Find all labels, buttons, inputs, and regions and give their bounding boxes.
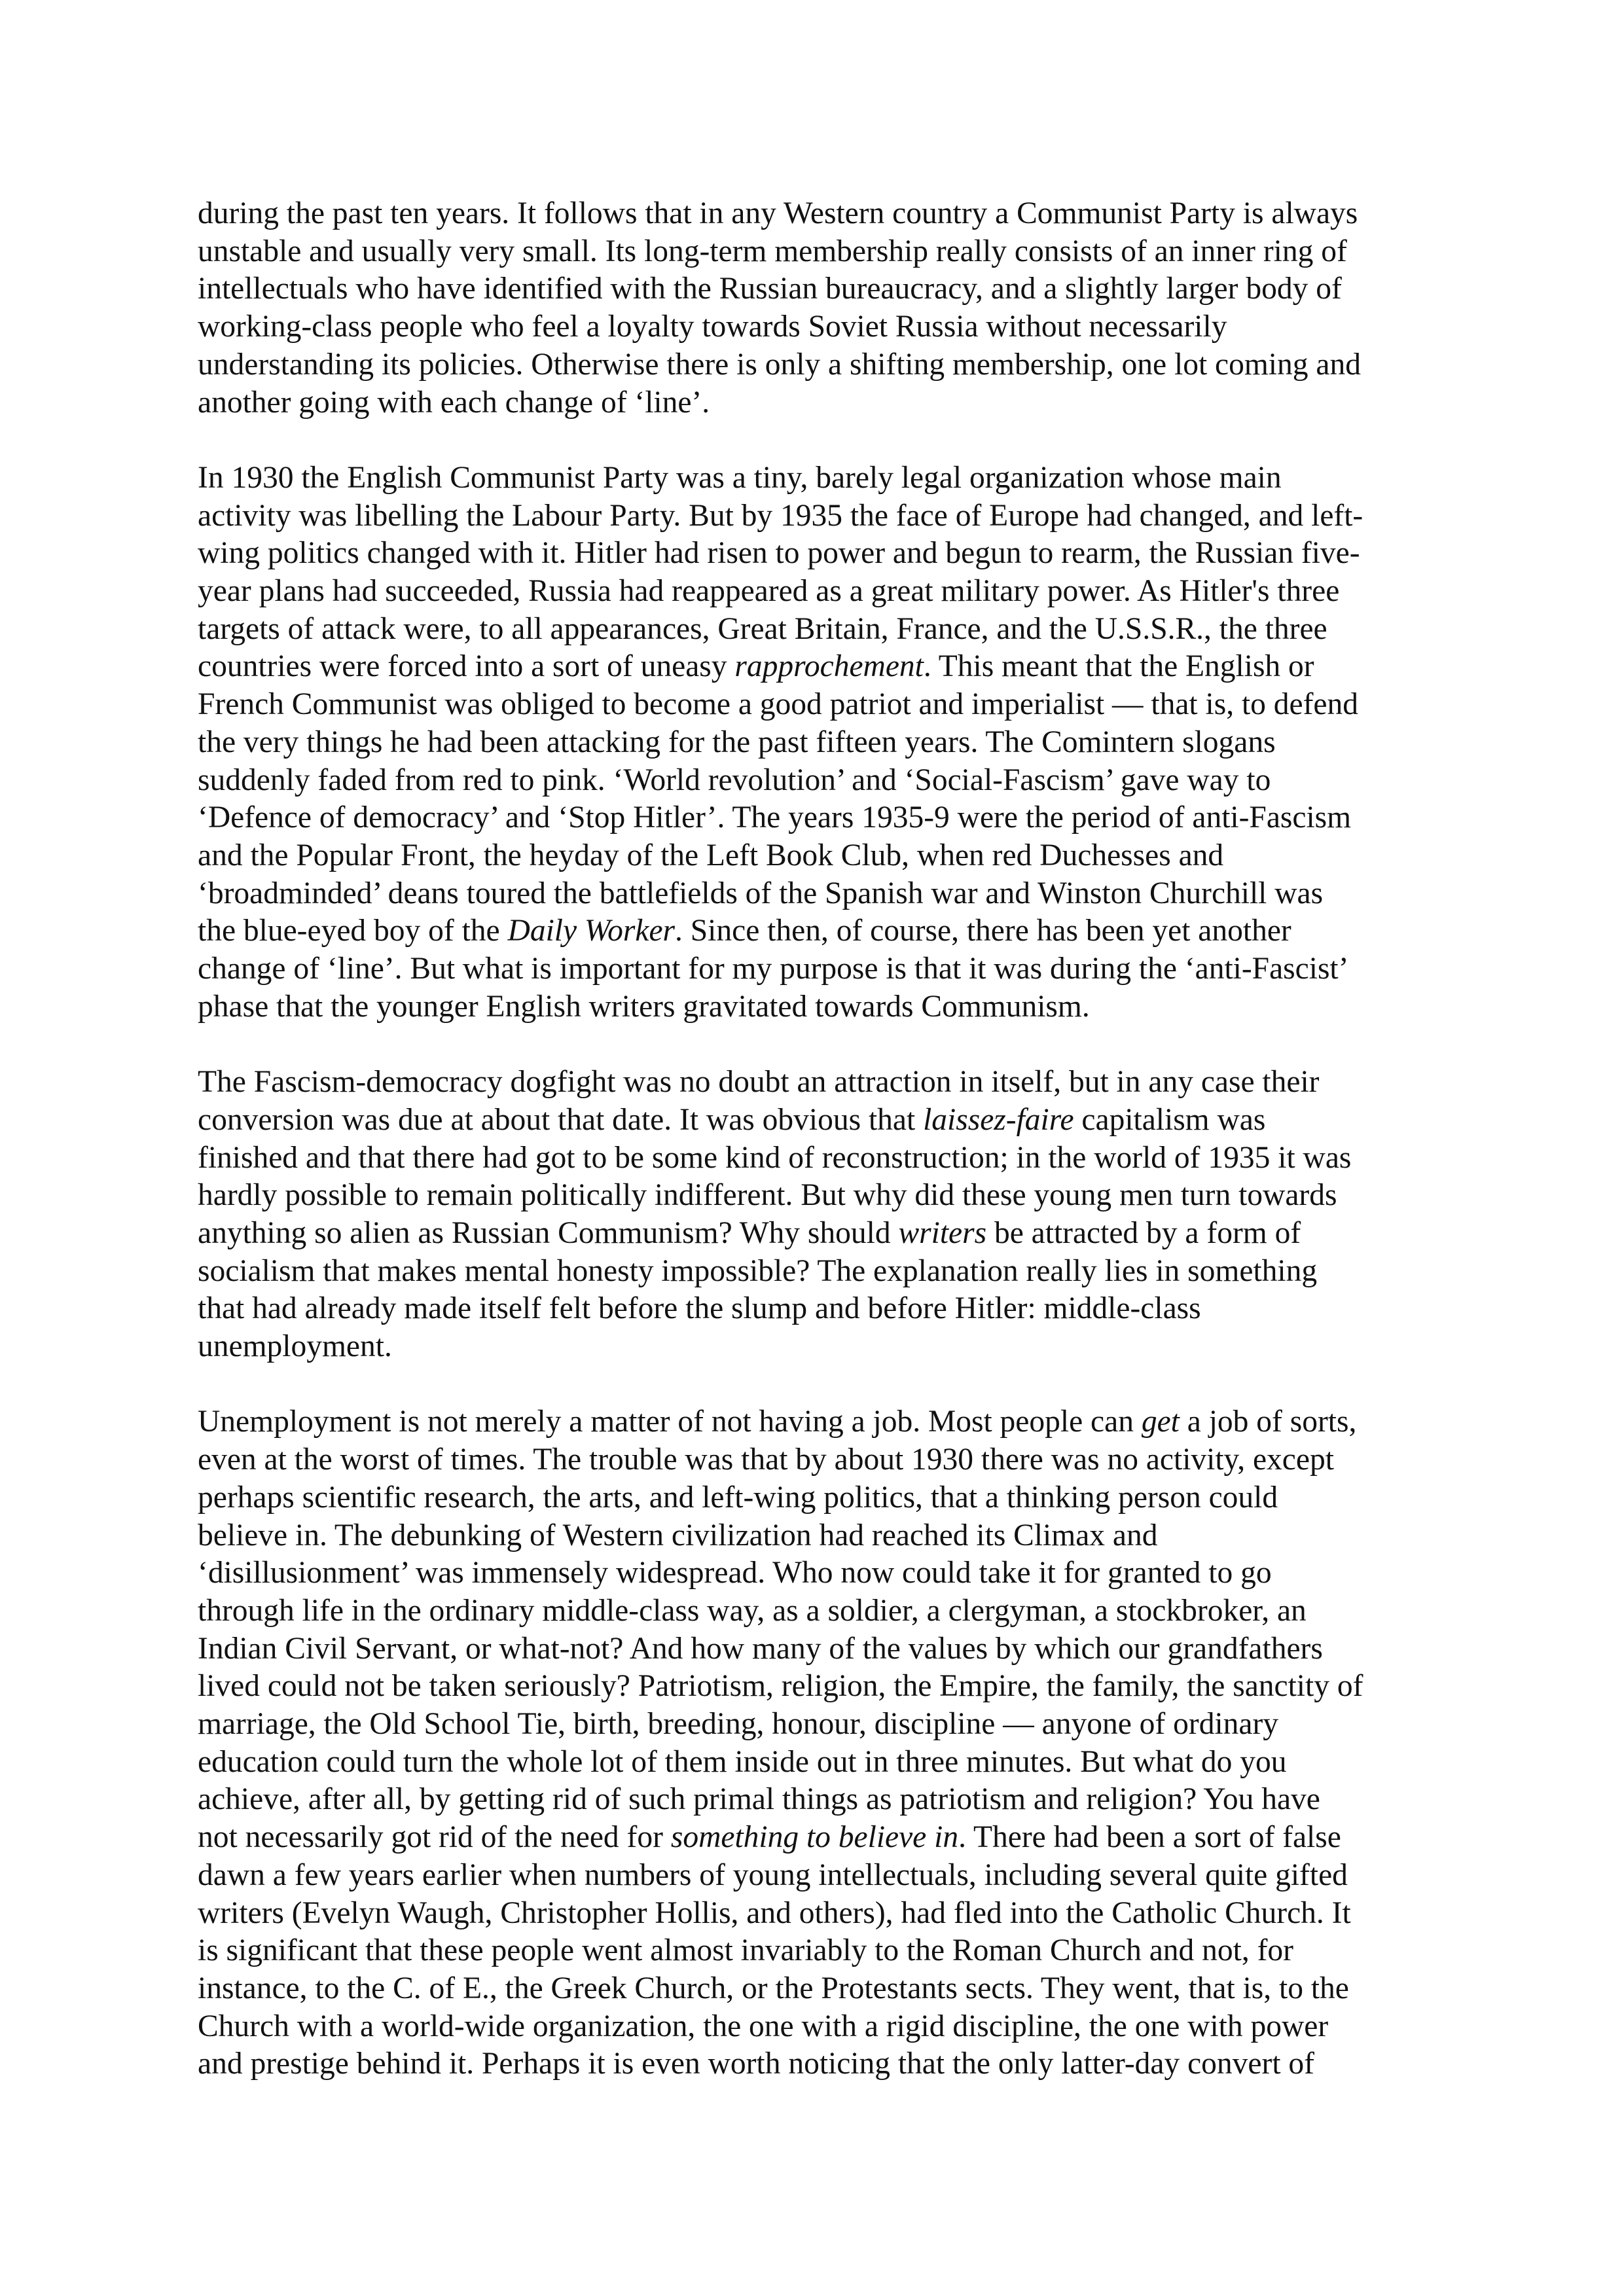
text-segment: is significant that these people went almost invariably to the Roman Church and not, for [198,1933,1294,1968]
text-line [198,459,1454,497]
text-segment: not necessarily got rid of the need for [198,1820,671,1855]
text-segment: targets of attack were, to all appearances, Great Britain, France, and the U.S.S.R., the three [198,611,1327,646]
text-segment: even at the worst of times. The trouble was that by about 1930 there was no activity, except [198,1443,1334,1477]
text-line [198,724,1454,762]
text-line [198,1441,1454,1479]
text-segment: unstable and usually very small. Its long-term membership really consists of an inner ring of [198,234,1347,268]
text-line [198,497,1454,535]
text-segment: hardly possible to remain politically indifferent. But why did these young men turn towards [198,1178,1337,1213]
text-line [198,648,1454,686]
text-line [198,1781,1454,1819]
text-line [198,762,1454,800]
paragraph-3 [198,1064,1454,1366]
text-segment: that had already made itself felt before the slump and before Hitler: middle-class [198,1291,1201,1326]
text-line [198,535,1454,573]
text-segment: anything so alien as Russian Communism? Why should [198,1215,899,1250]
text-line [198,1177,1454,1215]
text-line [198,2008,1454,2046]
text-line [198,875,1454,913]
text-line [198,1253,1454,1291]
text-line [198,1554,1454,1592]
text-line [198,1328,1454,1366]
italic-text: writers [898,1215,987,1250]
text-line [198,1139,1454,1177]
text-line [198,1102,1454,1139]
text-line [198,1970,1454,2008]
text-segment: instance, to the C. of E., the Greek Church, or the Protestants sects. They went, that is, to the [198,1971,1349,2005]
text-line [198,1668,1454,1706]
text-segment: The Fascism-democracy dogfight was no doubt an attraction in itself, but in any case their [198,1065,1320,1100]
text-line [198,1630,1454,1668]
text-segment: Church with a world-wide organization, the one with a rigid discipline, the one with power [198,2009,1329,2043]
italic-text: laissez-faire [923,1102,1074,1137]
text-segment: the blue-eyed boy of the [198,914,508,948]
document-page [198,195,1454,2121]
text-segment: dawn a few years earlier when numbers of young intellectuals, including several quite gifted [198,1857,1348,1892]
text-segment: education could turn the whole lot of them inside out in three minutes. But what do you [198,1744,1287,1779]
text-segment: during the past ten years. It follows that in any Western country a Communist Party is always [198,196,1358,230]
text-segment: understanding its policies. Otherwise there is only a shifting membership, one lot coming and [198,347,1361,382]
text-segment: and the Popular Front, the heyday of the Left Book Club, when red Duchesses and [198,838,1224,872]
text-segment: ‘disillusionment’ was immensely widespread. Who now could take it for granted to go [198,1556,1272,1590]
italic-text: Daily Worker [507,914,676,948]
italic-text: get [1141,1405,1180,1439]
text-segment: and prestige behind it. Perhaps it is even worth noticing that the only latter-day convert of [198,2047,1314,2081]
text-segment: wing politics changed with it. Hitler had risen to power and begun to rearm, the Russian five- [198,536,1360,571]
text-segment: year plans had succeeded, Russia had reappeared as a great military power. As Hitler's three [198,574,1340,609]
text-segment: In 1930 the English Communist Party was a tiny, barely legal organization whose main [198,460,1282,495]
text-line [198,1064,1454,1102]
text-line [198,1819,1454,1857]
text-segment: change of ‘line’. But what is important for my purpose is that it was during the ‘anti-Fascist’ [198,952,1349,986]
text-segment: Unemployment is not merely a matter of not having a job. Most people can [198,1405,1142,1439]
text-segment: achieve, after all, by getting rid of such primal things as patriotism and religion? You have [198,1782,1320,1817]
text-line [198,270,1454,308]
paragraph-1 [198,195,1454,422]
text-segment: finished and that there had got to be some kind of reconstruction; in the world of 1935 it was [198,1140,1352,1175]
text-segment: activity was libelling the Labour Party. But by 1935 the face of Europe had changed, and left- [198,498,1363,533]
text-line [198,1895,1454,1933]
text-line [198,1215,1454,1253]
text-segment: intellectuals who have identified with the Russian bureaucracy, and a slightly larger body of [198,272,1342,306]
text-line [198,1592,1454,1630]
text-segment: countries were forced into a sort of uneasy [198,649,735,684]
text-segment: conversion was due at about that date. It was obvious that [198,1102,924,1137]
text-segment: ‘Defence of democracy’ and ‘Stop Hitler’. The years 1935-9 were the period of anti-Fascism [198,800,1352,835]
text-line [198,1706,1454,1744]
text-line [198,1744,1454,1782]
italic-text: something to believe in [670,1820,959,1855]
text-segment: Indian Civil Servant, or what-not? And how many of the values by which our grandfathers [198,1631,1323,1666]
text-segment: . This meant that the English or [923,649,1314,684]
text-segment: ‘broadminded’ deans toured the battlefields of the Spanish war and Winston Churchill was [198,876,1324,910]
text-line [198,1932,1454,1970]
text-line [198,384,1454,422]
text-line [198,799,1454,837]
text-segment: suddenly faded from red to pink. ‘World revolution’ and ‘Social-Fascism’ gave way to [198,762,1271,797]
text-segment: another going with each change of ‘line’. [198,385,710,420]
text-line [198,950,1454,988]
text-line [198,686,1454,724]
text-line [198,912,1454,950]
text-line [198,308,1454,346]
text-line [198,233,1454,271]
text-segment: marriage, the Old School Tie, birth, breeding, honour, discipline — anyone of ordinary [198,1707,1279,1742]
text-segment: working-class people who feel a loyalty towards Soviet Russia without necessarily [198,310,1227,344]
text-line [198,1517,1454,1555]
text-segment: the very things he had been attacking for the past fifteen years. The Comintern slogans [198,725,1276,759]
text-segment: through life in the ordinary middle-class way, as a soldier, a clergyman, a stockbroker, an [198,1593,1307,1628]
text-line [198,988,1454,1026]
text-line [198,195,1454,233]
text-line [198,2045,1454,2083]
text-segment: . Since then, of course, there has been yet another [675,914,1291,948]
paragraph-2 [198,459,1454,1026]
text-line [198,611,1454,649]
text-segment: a job of sorts, [1179,1405,1357,1439]
text-segment: capitalism was [1074,1102,1266,1137]
text-line [198,1290,1454,1328]
text-segment: believe in. The debunking of Western civilization had reached its Climax and [198,1518,1158,1552]
text-line [198,573,1454,611]
text-line [198,1403,1454,1441]
text-segment: socialism that makes mental honesty impossible? The explanation really lies in something [198,1253,1318,1288]
text-segment: writers (Evelyn Waugh, Christopher Hollis, and others), had fled into the Catholic Church. It [198,1895,1351,1930]
text-segment: be attracted by a form of [986,1215,1301,1250]
text-line [198,346,1454,384]
text-line [198,837,1454,875]
paragraph-4 [198,1403,1454,2083]
text-segment: unemployment. [198,1329,392,1364]
text-segment: lived could not be taken seriously? Patriotism, religion, the Empire, the family, the sanctity of [198,1669,1363,1704]
text-segment: . There had been a sort of false [958,1820,1341,1855]
text-line [198,1479,1454,1517]
text-line [198,1857,1454,1895]
italic-text: rapprochement [734,649,924,684]
text-segment: French Communist was obliged to become a good patriot and imperialist — that is, to defend [198,687,1358,722]
text-segment: phase that the younger English writers gravitated towards Communism. [198,989,1090,1024]
text-segment: perhaps scientific research, the arts, and left-wing politics, that a thinking person could [198,1480,1278,1515]
